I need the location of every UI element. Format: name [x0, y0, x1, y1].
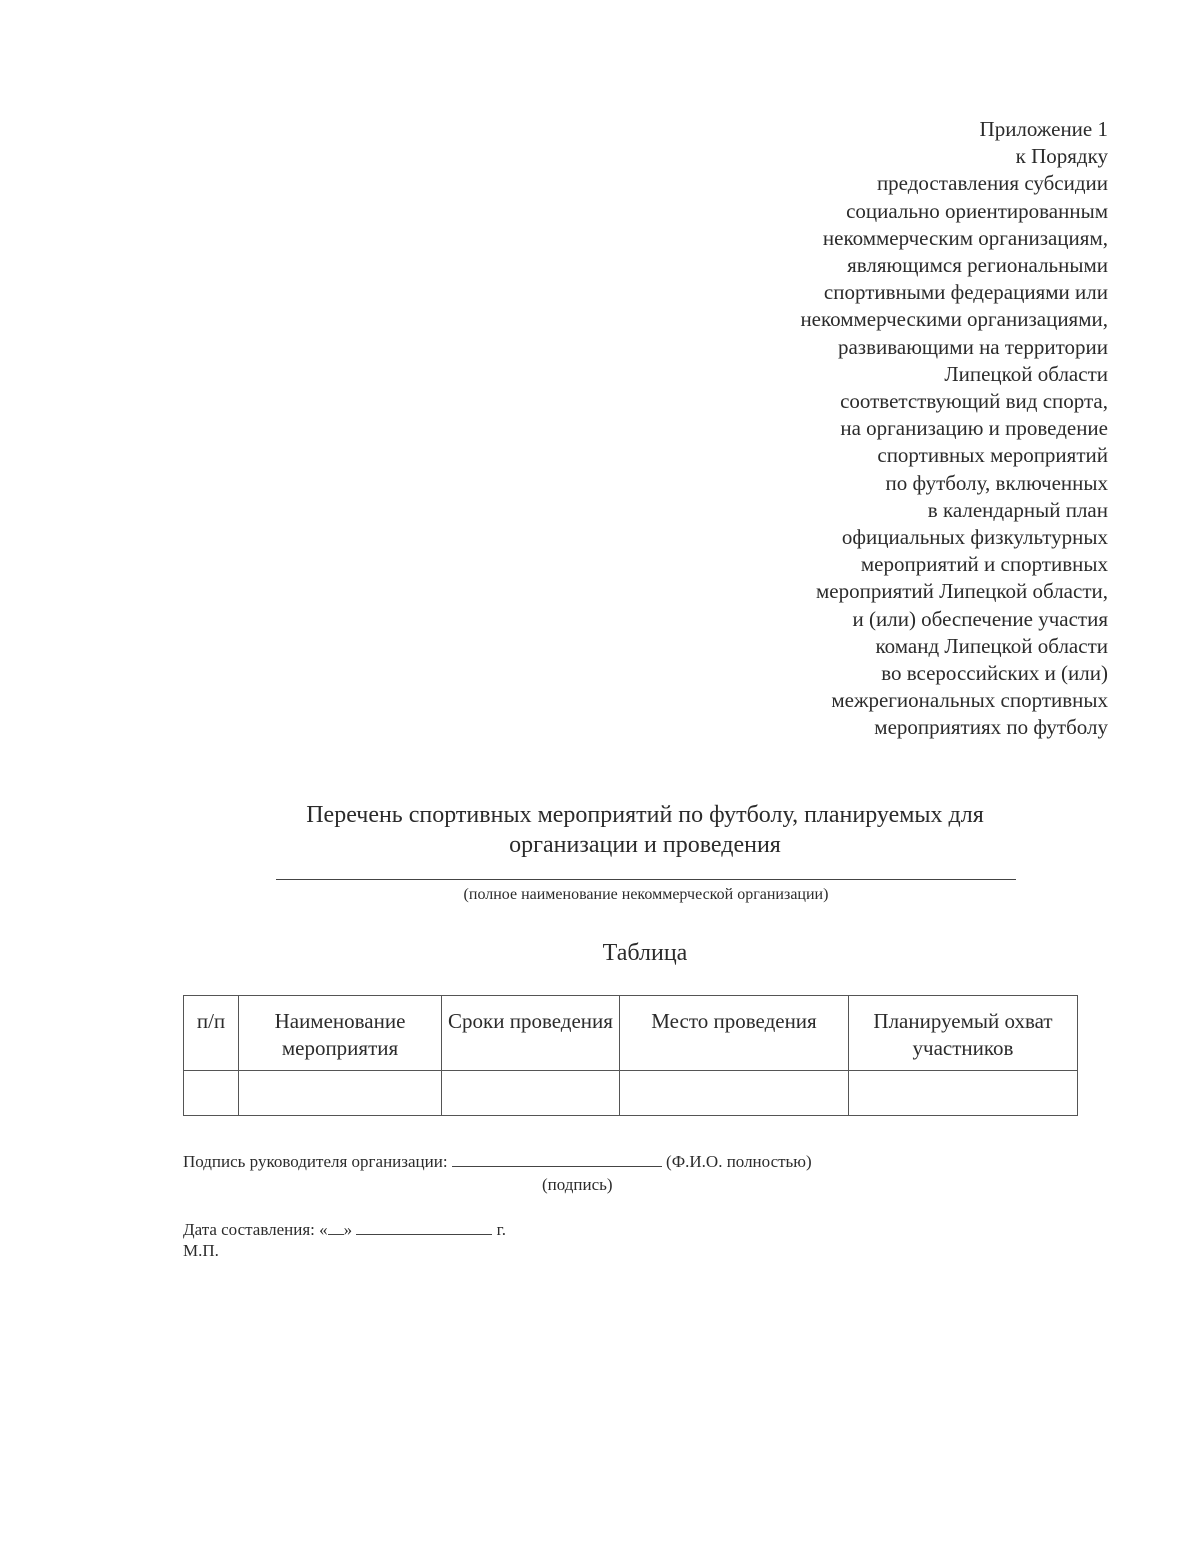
table-header-row [184, 996, 1078, 1071]
appendix-line: межрегиональных спортивных [831, 688, 1108, 713]
signature-caption: (подпись) [542, 1175, 613, 1194]
organization-name-blank [276, 879, 1016, 880]
appendix-line: мероприятиях по футболу [874, 715, 1108, 740]
table-cell [620, 1071, 849, 1116]
appendix-line: к Порядку [1015, 144, 1108, 169]
events-table [183, 995, 1078, 1116]
day-blank [328, 1218, 344, 1235]
date-close-quote: » [343, 1220, 353, 1239]
appendix-line: спортивными федерациями или [823, 280, 1108, 305]
appendix-line: социально ориентированным [846, 198, 1108, 223]
appendix-line: на организацию и проведение [840, 416, 1108, 441]
organization-name-caption: (полное наименование некоммерческой организации) [463, 886, 829, 903]
appendix-line: во всероссийских и (или) [881, 661, 1108, 686]
document-title-line-2: организации и проведения [509, 832, 781, 858]
appendix-line: официальных физкультурных [841, 525, 1108, 550]
appendix-line: в календарный план [927, 497, 1108, 522]
appendix-line: и (или) обеспечение участия [852, 606, 1108, 631]
signature-fio: (Ф.И.О. полностью) [666, 1152, 812, 1171]
month-year-blank [356, 1218, 492, 1235]
table-row [184, 1071, 1078, 1116]
appendix-line: команд Липецкой области [875, 633, 1108, 658]
signature-row [183, 1150, 812, 1173]
header-dates: Сроки проведения [442, 996, 620, 1071]
appendix-line: Приложение 1 [979, 117, 1108, 141]
appendix-line: мероприятий Липецкой области, [815, 579, 1108, 604]
stamp-place: М.П. [183, 1241, 219, 1260]
table-cell [239, 1071, 442, 1116]
appendix-line: Липецкой области [944, 361, 1108, 386]
table-label: Таблица [602, 940, 688, 966]
appendix-line: развивающими на территории [837, 334, 1108, 359]
appendix-header [800, 116, 1108, 742]
date-year-suffix: г. [496, 1220, 506, 1239]
header-number: п/п [184, 996, 239, 1071]
header-event-name: Наименование мероприятия [239, 996, 442, 1071]
appendix-line: спортивных мероприятий [877, 443, 1108, 468]
appendix-line: являющимся региональными [847, 253, 1108, 278]
appendix-line: мероприятий и спортивных [860, 552, 1108, 577]
date-label: Дата составления: « [183, 1220, 328, 1239]
signature-label: Подпись руководителя организации: [183, 1152, 448, 1171]
appendix-line: некоммерческим организациям, [822, 225, 1108, 250]
date-row [183, 1218, 506, 1241]
header-coverage: Планируемый охват участников [849, 996, 1078, 1071]
appendix-line: по футболу, включенных [885, 470, 1108, 495]
table-cell [184, 1071, 239, 1116]
appendix-line: предоставления субсидии [876, 171, 1108, 196]
table-cell [849, 1071, 1078, 1116]
table-cell [442, 1071, 620, 1116]
appendix-line: некоммерческими организациями, [800, 307, 1108, 332]
document-title [200, 800, 1090, 860]
signature-blank [452, 1150, 662, 1167]
appendix-line: соответствующий вид спорта, [840, 389, 1108, 414]
document-title-line-1: Перечень спортивных мероприятий по футболу, планируемых для [306, 802, 984, 828]
header-place: Место проведения [620, 996, 849, 1071]
